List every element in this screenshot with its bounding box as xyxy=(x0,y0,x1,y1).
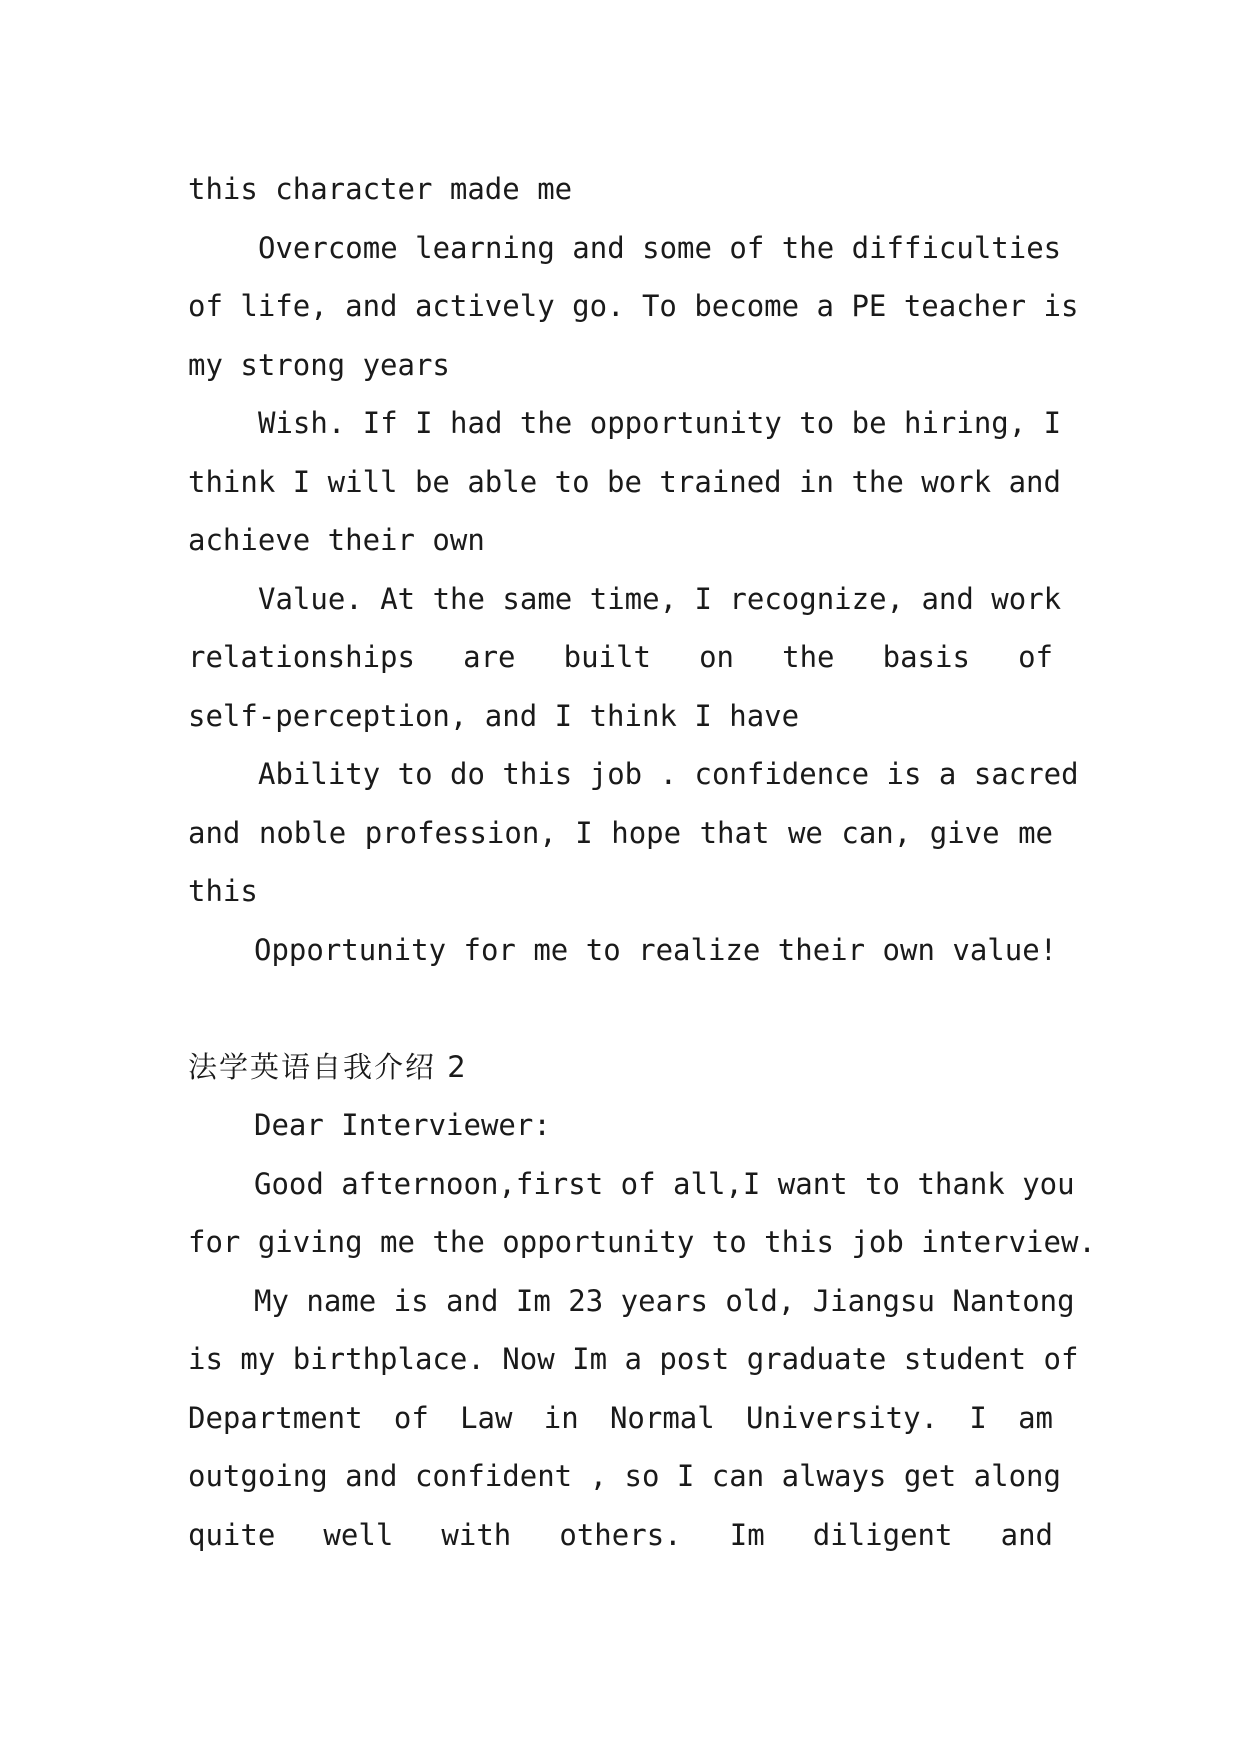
text-line: achieve their own xyxy=(188,523,485,557)
section-gap xyxy=(188,979,1053,1038)
text-line: My name is and Im 23 years old, Jiangsu Nantong xyxy=(254,1283,1075,1318)
text-line: my strong years xyxy=(188,347,450,382)
text-line: Department of Law in Normal University. I am xyxy=(188,1400,1053,1435)
text-line: self-perception, and I think I have xyxy=(188,698,800,733)
text-line: Opportunity for me to realize their own value! xyxy=(254,932,1058,967)
text-line: and noble profession, I hope that we can, give me xyxy=(188,815,1053,850)
text-line: Value. At the same time, I recognize, and work xyxy=(258,581,1062,616)
text-line: Good afternoon,first of all,I want to thank you xyxy=(254,1166,1075,1201)
text-line: of life, and actively go. To become a PE teacher is xyxy=(188,289,1079,323)
text-line: Wish. If I had the opportunity to be hiring, I xyxy=(258,406,1062,440)
text-line: Ability to do this job . confidence is a sacred xyxy=(258,757,1079,791)
text-line: is my birthplace. Now Im a post graduate student of xyxy=(188,1342,1079,1376)
document-body xyxy=(188,160,1096,1564)
text-line: Overcome learning and some of the difficulties xyxy=(258,230,1062,265)
text-line: Dear Interviewer: xyxy=(254,1108,551,1142)
text-line: quite well with others. Im diligent and xyxy=(188,1517,1053,1552)
text-line: for giving me the opportunity to this job interview. xyxy=(188,1225,1096,1259)
text-line: relationships are built on the basis of xyxy=(188,640,1053,674)
text-line: outgoing and confident , so I can always get along xyxy=(188,1459,1061,1493)
text-line: think I will be able to be trained in the work and xyxy=(188,464,1061,499)
text-line: this character made me xyxy=(188,172,573,206)
text-line: this xyxy=(188,874,258,908)
section-heading: 法学英语自我介绍 2 xyxy=(188,1049,468,1084)
